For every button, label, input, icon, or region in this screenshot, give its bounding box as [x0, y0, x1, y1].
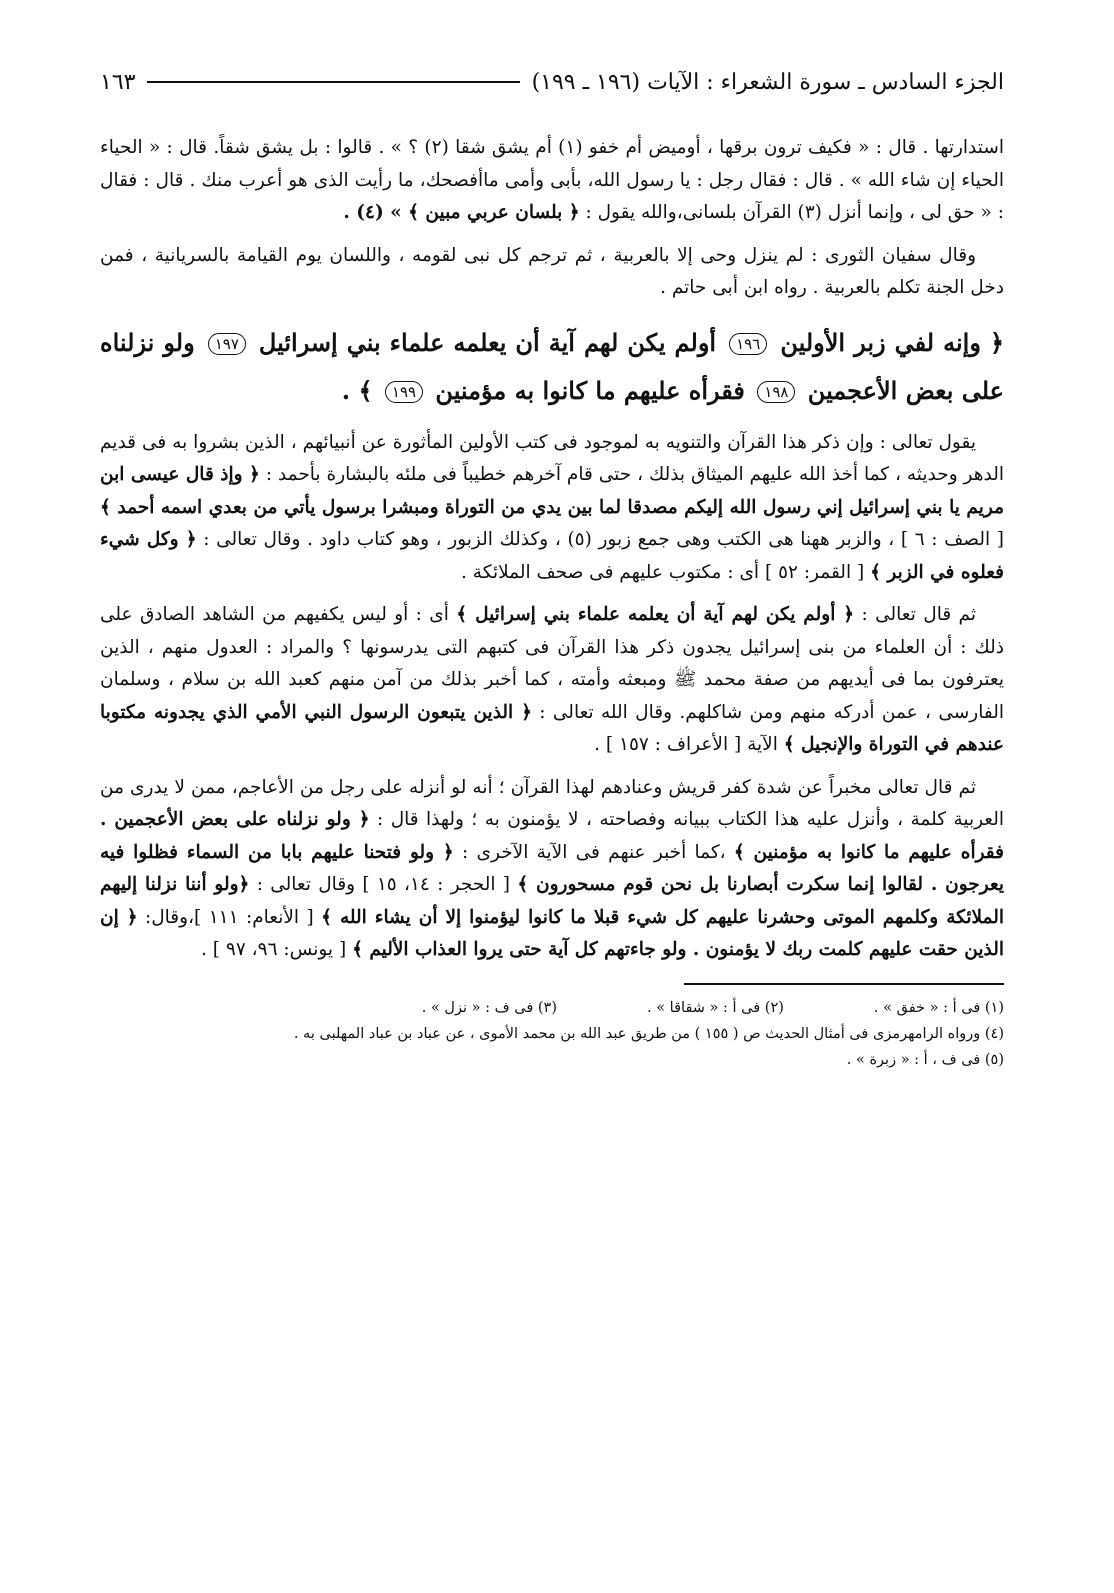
footnote-1: (١) فى أ : « خفق » .: [873, 999, 1004, 1016]
footnote-3: (٣) فى ف : « نزل » .: [421, 999, 557, 1016]
paragraph-tafsir-1: [100, 427, 1004, 590]
paragraph-text: ثم قال تعالى مخبراً عن شدة كفر قريش وعنادهم لهذا القرآن ؛ أنه لو أنزله على رجل من الأعاجم، ممن لا يدرى من العربية كلمة ، وأنزل عليه هذا الكتاب ببيانه وفصاحته ، لا يؤمنون به ؛ ولهذا قال :: [100, 776, 1004, 830]
footnote-2: (٢) فى أ : « شقاقا » .: [646, 999, 784, 1016]
footnotes: [100, 995, 1004, 1073]
footnote-4: (٤) ورواه الرامهرمزى فى أمثال الحديث ص ( ١٥٥ ) من طريق عبد الله بن محمد الأموى ، عن عباد بن عباد المهلبى به .: [293, 1025, 1004, 1042]
paragraph-text: [ الأنعام: ١١١ ]،وقال:: [145, 906, 314, 928]
quran-quote: ﴿ إن الذين حقت عليهم كلمت ربك لا يؤمنون . ولو جاءتهم كل آية حتى يروا العذاب الأليم ﴾: [100, 906, 1004, 960]
book-page: [100, 70, 1004, 1550]
paragraph-sufyan: وقال سفيان الثورى : لم ينزل وحى إلا بالعربية ، ثم ترجم كل نبى لقومه ، واللسان يوم القيامة بالسريانية ، فمن دخل الجنة تكلم بالعربية . رواه ابن أبى حاتم .: [100, 244, 1004, 298]
verse-196: وإنه لفي زبر الأولين: [780, 327, 981, 357]
page-body: [100, 132, 1004, 967]
quran-quote: ﴿ وإذ قال عيسى ابن مريم يا بني إسرائيل إني رسول الله إليكم مصدقا لما بين يدي من التوراة ومبشرا برسول يأتي من بعدي اسمه أحمد ﴾: [100, 464, 1004, 518]
verse-199: فقرأه عليهم ما كانوا به مؤمنين: [435, 375, 745, 405]
verse-open-bracket: ﴿: [989, 327, 1004, 357]
quran-quote: ﴿ بلسان عربي مبين ﴾ » (٤) .: [343, 202, 580, 223]
quran-quote: ﴿ الذين يتبعون الرسول النبي الأمي الذي يجدونه مكتوبا عندهم في التوراة والإنجيل ﴾: [100, 701, 1004, 755]
ayah-number-mark: ١٩٨: [757, 381, 795, 403]
paragraph-text: [ القمر: ٥٢ ] أى : مكتوب عليهم فى صحف الملائكة .: [461, 561, 865, 583]
paragraph-tafsir-2: [100, 599, 1004, 762]
ayah-number-mark: ١٩٦: [729, 333, 767, 355]
quran-quote: ﴿ ولو نزلناه على بعض الأعجمين . فقرأه عليهم ما كانوا به مؤمنين ﴾: [100, 809, 1004, 863]
paragraph-hadith: [100, 132, 1004, 230]
verse-close-bracket: ﴾ .: [341, 375, 373, 405]
verse-197: أولم يكن لهم آية أن يعلمه علماء بني إسرائيل: [258, 327, 717, 357]
paragraph-text: استدارتها . قال : « فكيف ترون برقها ، أوميض أم خفو (١) أم يشق شقا (٢) ؟ » . قالوا : بل يشق شقاً. قال : « الحياء الحياء إن شاء الله » . قال : فقال رجل : يا رسول الله، بأبى وأمى ماأفصحك، ما رأيت الذى هو أعرب منك . قال : فقال : « حق لى ، وإنما أنزل (٣) القرآن بلسانى،والله يقول :: [100, 137, 1004, 223]
paragraph-text: ثم قال تعالى :: [861, 604, 977, 625]
paragraph-tafsir-3: [100, 772, 1004, 967]
quran-quote: ﴿ أولم يكن لهم آية أن يعلمه علماء بني إسرائيل ﴾: [456, 604, 855, 625]
ayah-number-mark: ١٩٩: [385, 381, 423, 403]
paragraph-text: [ الصف : ٦ ] ، والزبر ههنا هى الكتب وهى جمع زبور (٥) ، وكذلك الزبور ، وهو كتاب داود . وقال تعالى :: [203, 529, 1004, 550]
paragraph-text: ،كما أخبر عنهم فى الآية الآخرى :: [462, 841, 726, 863]
paragraph-text: يقول تعالى : وإن ذكر هذا القرآن والتنويه به لموجود فى كتب الأولين المأثورة عن أنبيائهم ، الذين بشروا به فى قديم الدهر وحديثه ، كما أخذ الله عليهم الميثاق بذلك ، حتى قام آخرهم خطيباً فى ملئه بالبشارة بأحمد :: [100, 431, 1004, 485]
quran-quote: ﴿ ولو فتحنا عليهم بابا من السماء فظلوا فيه يعرجون . لقالوا إنما سكرت أبصارنا بل نحن قوم مسحورون ﴾: [100, 841, 1004, 895]
paragraph-text: [ يونس: ٩٦، ٩٧ ] .: [201, 939, 347, 960]
header-rule: [147, 81, 519, 83]
running-title: الجزء السادس ـ سورة الشعراء : الآيات (١٩٦ ـ ١٩٩): [531, 70, 1004, 95]
footnote-separator: [684, 983, 1004, 985]
page-number: ١٦٣: [100, 70, 136, 95]
paragraph-text: الآية [ الأعراف : ١٥٧ ] .: [594, 734, 778, 755]
footnote-row: [100, 995, 1004, 1021]
footnote-5: (٥) فى ف ، أ : « زبرة » .: [846, 1051, 1004, 1068]
verse-198: ولو نزلناه على بعض الأعجمين: [100, 327, 1004, 405]
quran-quote: ﴿ولو أننا نزلنا إليهم الملائكة وكلمهم الموتى وحشرنا عليهم كل شيء قبلا ما كانوا ليؤمنوا إلا أن يشاء الله ﴾: [100, 874, 1004, 928]
quran-quote: ﴿ وكل شيء فعلوه في الزبر ﴾: [100, 529, 1004, 583]
quran-verses-block: [100, 319, 1004, 415]
paragraph-text: [ الحجر : ١٤، ١٥ ] وقال تعالى :: [256, 874, 511, 895]
paragraph-text: أى : أو ليس يكفيهم من الشاهد الصادق على ذلك : أن العلماء من بنى إسرائيل يجدون ذكر هذا القرآن فى كتبهم التى يدرسونها ؟ والمراد : العدول منهم ، الذين يعترفون بما فى أيديهم من صفة محمد ﷺ ومبعثه وأمته ، كما أخبر بذلك من آمن منهم كعبد الله بن سلام ، وسلمان الفارسى ، عمن أدركه منهم ومن شاكلهم. وقال الله تعالى :: [100, 604, 1004, 723]
page-header: [100, 70, 1004, 114]
ayah-number-mark: ١٩٧: [208, 333, 246, 355]
